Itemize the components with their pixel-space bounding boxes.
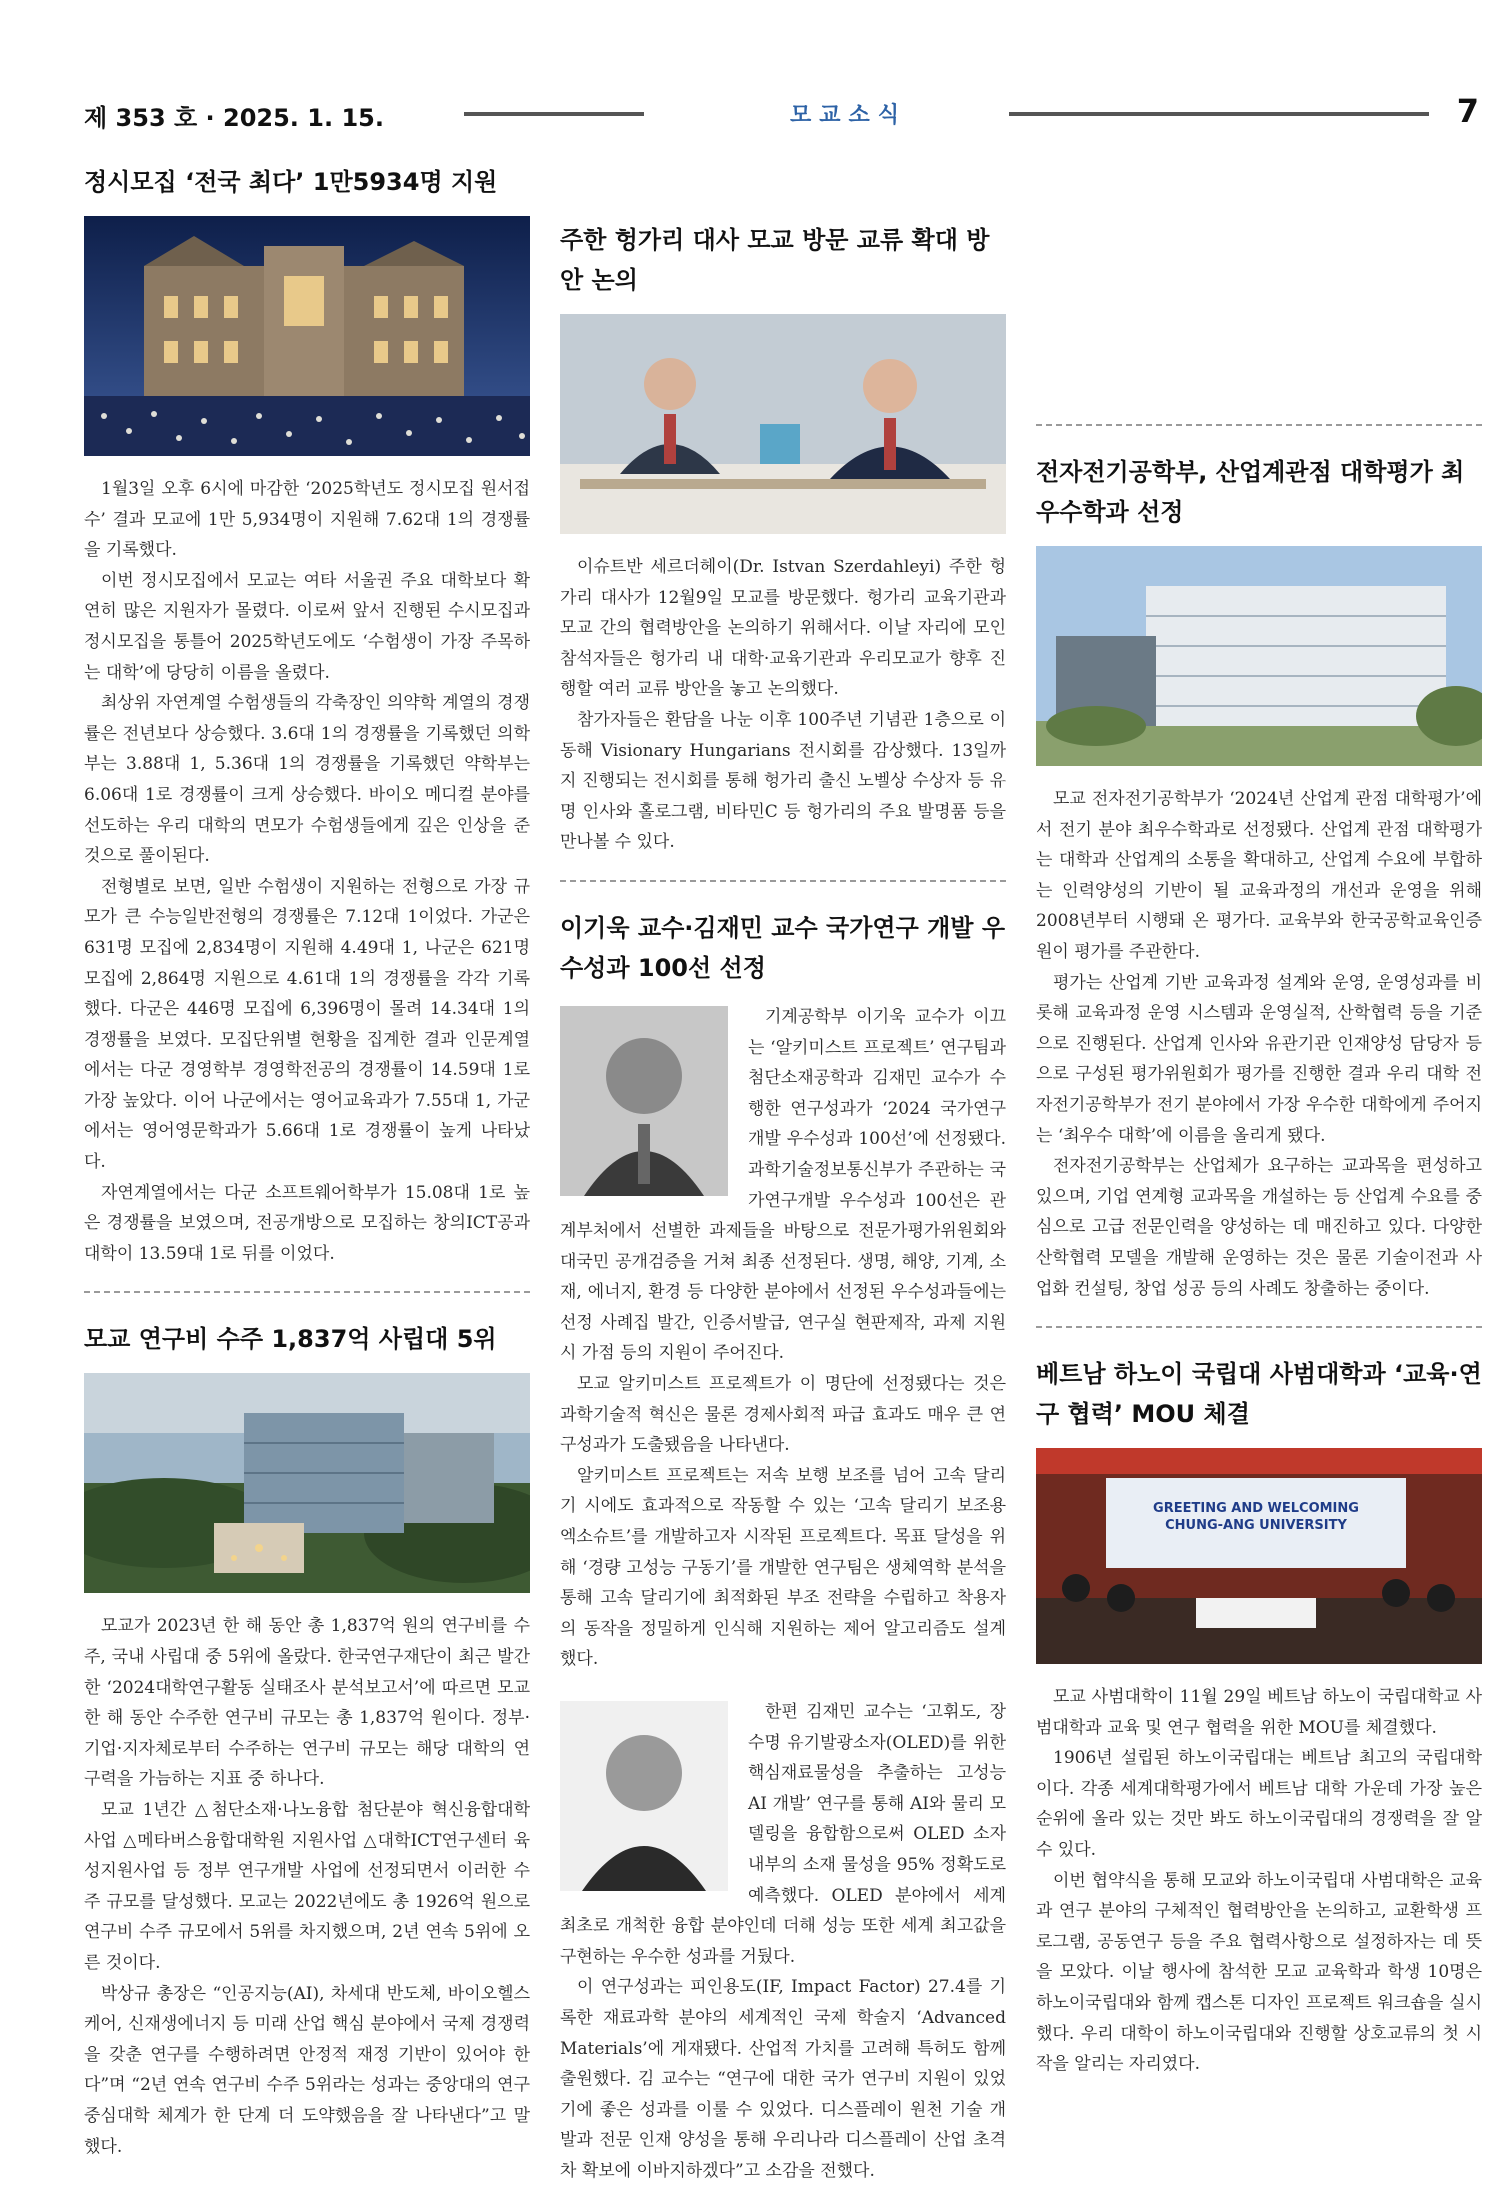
article-national-rd [560,908,1006,2187]
paragraph: 참가자들은 환담을 나눈 이후 100주년 기념관 1층으로 이동해 Visionary Hungarians 전시회를 감상했다. 13일까지 진행되는 전시회를 통해 헝가리 출신 노벨상 수상자 등 유명 인사와 홀로그램, 비타민C 등 헝가리의 주요 발명품 등을 만나볼 수 있다. [560,709,1006,853]
banner-text: GREETING AND WELCOMING CHUNG-ANG UNIVERSITY [1153,1501,1359,1534]
headline-national-rd: 이기욱 교수·김재민 교수 국가연구 개발 우수성과 100선 선정 [560,913,1006,982]
article-electrical [1036,162,1482,1304]
paragraph: 자연계열에서는 다군 소프트웨어학부가 15.08대 1로 높은 경쟁률을 보였으며, 전공개방으로 모집하는 창의ICT공과대학이 13.59대 1로 뒤를 이었다. [84,1182,530,1264]
paragraph: 모교 전자전기공학부가 ‘2024년 산업계 관점 대학평가’에서 전기 분야 최우수학과로 선정됐다. 산업계 관점 대학평가는 대학과 산업계의 소통을 확대하고, 산업계 수요에 부합하는 인력양성의 기반이 될 교육과정의 개선과 운영을 위해 2008년부터 시행돼 온 평가다. 교육부와 한국공학교육인증원이 평가를 주관한다. [1036,789,1482,962]
headline-vietnam: 베트남 하노이 국립대 사범대학과 ‘교육·연구 협력’ MOU 체결 [1036,1360,1482,1429]
photo-campus-night [84,216,530,456]
article-research-funding [84,1319,530,2162]
photo-mou-ceremony [1036,1448,1482,1664]
column-2 [560,162,1006,2187]
column-3 [1036,162,1482,2080]
article-hungary [560,162,1006,858]
headline-electrical: 전자전기공학부, 산업계관점 대학평가 최우수학과 선정 [1036,458,1465,526]
paragraph: 최상위 자연계열 수험생들의 각축장인 의약학 계열의 경쟁률은 전년보다 상승했다. 3.6대 1의 경쟁률을 기록했던 의학부는 3.88대 1, 5.36대 1의 경쟁률을 기록했던 약학부는 6.06대 1로 경쟁률이 크게 상승했다. 바이오 메디컬 분야를 선도하는 우리 대학의 면모가 수험생들에게 깊은 인상을 준 것으로 풀이된다. [84,693,530,867]
article-vietnam [1036,1354,1482,2080]
photo-campus-aerial [84,1373,530,1593]
paragraph: 이슈트반 세르더헤이(Dr. Istvan Szerdahleyi) 주한 헝가리 대사가 12월9일 모교를 방문했다. 헝가리 교육기관과 모교 간의 협력방안을 논의하기 위해서다. 이날 자리에 모인 참석자들은 헝가리 내 대학·교육기관과 우리모교가 향후 진행할 여러 교류 방안을 놓고 논의했다. [560,557,1006,700]
photo-ambassador-meeting [560,314,1006,534]
section-title: 모교소식 [790,103,908,128]
headline-admissions: 정시모집 ‘전국 최다’ 1만5934명 지원 [84,168,498,196]
column-1 [84,162,530,2162]
photo-engineering-building [1036,546,1482,766]
photo-professor-lee [560,1006,728,1196]
paragraph: 모교 사범대학이 11월 29일 베트남 하노이 국립대학교 사범대학과 교육 및 연구 협력을 위한 MOU를 체결했다. [1036,1687,1482,1738]
article-admissions [84,162,530,1269]
paragraph: 모교가 2023년 한 해 동안 총 1,837억 원의 연구비를 수주, 국내 사립대 중 5위에 올랐다. 한국연구재단이 최근 발간한 ‘2024대학연구활동 실태조사 분석보고서’에 따르면 모교 한 해 동안 수주한 연구비 규모는 총 1,837억 원이다. 정부·기업·지자체로부터 수주하는 연구비 규모는 해당 대학의 연구력을 가늠하는 지표 중 하나다. [84,1616,530,1790]
paragraph: 1월3일 오후 6시에 마감한 ‘2025학년도 정시모집 원서접수’ 결과 모교에 1만 5,934명이 지원해 7.62대 1의 경쟁률을 기록했다. [84,479,530,561]
paragraph: 전자전기공학부는 산업체가 요구하는 교과목을 편성하고 있으며, 기업 연계형 교과목을 개설하는 등 산업계 수요를 중심으로 고급 전문인력을 양성하는 데 매진하고 있다. 다양한 산학협력 모델을 개발해 운영하는 것은 물론 기술이전과 사업화 컨설팅, 창업 성공 등의 사례도 창출하는 중이다. [1036,1156,1482,1299]
photo-professor-kim [560,1701,728,1891]
headline-research-funding: 모교 연구비 수주 1,837억 사립대 5위 [84,1325,497,1354]
paragraph: 이 연구성과는 피인용도(IF, Impact Factor) 27.4를 기록한 재료과학 분야의 세계적인 국제 학술지 ‘Advanced Materials’에 게재됐다. 산업적 가치를 고려해 특허도 함께 출원했다. 김 교수는 “연구에 대한 국가 연구비 지원이 있었기에 좋은 성과를 이룰 수 있었다. 디스플레이 원천 기술 개발과 전문 인재 양성을 통해 우리나라 디스플레이 산업 초격차 확보에 이바지하겠다”고 소감을 전했다. [560,1977,1006,2181]
paragraph: 평가는 산업계 기반 교육과정 설계와 운영, 운영성과를 비롯해 교육과정 운영 시스템과 운영실적, 산학협력 등을 기준으로 진행된다. 산업계 인사와 유관기관 인재양성 담당자 등으로 구성된 평가위원회가 평가를 진행한 결과 우리 대학 전자전기공학부가 전기 분야에서 가장 우수한 대학에게 주어지는 ‘최우수 대학’에 이름을 올리게 됐다. [1036,972,1482,1146]
paragraph: 이번 정시모집에서 모교는 여타 서울권 주요 대학보다 확연히 많은 지원자가 몰렸다. 이로써 앞서 진행된 수시모집과 정시모집을 통틀어 2025학년도에도 ‘수험생이 가장 주목하는 대학’에 당당히 이름을 올렸다. [84,570,530,683]
paragraph: 전형별로 보면, 일반 수험생이 지원하는 전형으로 가장 규모가 큰 수능일반전형의 경쟁률은 7.12대 1이었다. 가군은 631명 모집에 2,834명이 지원해 4.49대 1, 나군은 621명 모집에 2,864명 지원으로 4.61대 1의 경쟁률을 각각 기록했다. 다군은 446명 모집에 6,396명이 몰려 14.34대 1의 경쟁률을 보였다. 모집단위별 현황을 집계한 결과 인문계열에서는 다군 경영학부 경영학전공의 경쟁률이 14.59대 1로 가장 높았다. 이어 나군에서는 영어교육과가 7.55대 1, 가군에서는 영어영문학과가 5.66대 1로 경쟁률이 높게 나타났다. [84,876,530,1173]
article-separator [1036,1326,1482,1328]
page-header [84,92,1479,138]
paragraph: 한편 김재민 교수는 ‘고휘도, 장수명 유기발광소자(OLED)를 위한 핵심재료물성을 추출하는 고성능 AI 개발’ 연구를 통해 AI와 물리 모델링을 융합함으로써 OLED 소자 내부의 소재 물성을 95% 정확도로 예측했다. OLED 분야에서 세계 최초로 개척한 융합 분야인데 더해 성능 또한 세계 최고값을 구현하는 우수한 성과를 거뒀다. [560,1702,1006,1967]
paragraph: 알키미스트 프로젝트는 저속 보행 보조를 넘어 고속 달리기 시에도 효과적으로 작동할 수 있는 ‘고속 달리기 보조용 엑소슈트’를 개발하고자 시작된 프로젝트다. 목표 달성을 위해 ‘경량 고성능 구동기’를 개발한 연구팀은 생체역학 분석을 통해 고속 달리기에 최적화된 부조 전략을 수립하고 착용자의 동작을 정밀하게 인식해 지원하는 제어 알고리즘도 설계했다. [560,1465,1006,1670]
article-separator [560,880,1006,882]
paragraph: 모교 1년간 △첨단소재·나노융합 첨단분야 혁신융합대학 사업 △메타버스융합대학원 지원사업 △대학ICT연구센터 육성지원사업 등 정부 연구개발 사업에 선정되면서 이러한 수주 규모를 달성했다. 모교는 2022년에도 총 1926억 원으로 연구비 수주 규모에서 5위를 차지했으며, 2년 연속 5위에 오른 것이다. [84,1800,530,1973]
paragraph: 1906년 설립된 하노이국립대는 베트남 최고의 국립대학이다. 각종 세계대학평가에서 베트남 대학 가운데 가장 높은 순위에 올라 있는 것만 봐도 하노이국립대의 경쟁력을 잘 알 수 있다. [1036,1748,1482,1861]
header-rule-right [1009,112,1429,116]
paragraph: 이번 협약식을 통해 모교와 하노이국립대 사범대학은 교육과 연구 분야의 구체적인 협력방안을 논의하고, 교환학생 프로그램, 공동연구 등을 주요 협력사항으로 설정하자는 데 뜻을 모았다. 이날 행사에 참석한 모교 교육학과 학생 10명은 하노이국립대와 함께 캡스톤 디자인 프로젝트 워크숍을 실시했다. 우리 대학이 하노이국립대와 진행할 상호교류의 첫 시작을 알리는 자리였다. [1036,1870,1482,2075]
header-rule-left [464,112,644,116]
page-number: 7 [1456,92,1479,130]
article-separator [84,1291,530,1293]
headline-hungary: 주한 헝가리 대사 모교 방문 교류 확대 방안 논의 [560,226,990,294]
issue-info: 제 353 호 · 2025. 1. 15. [84,104,384,132]
paragraph: 박상규 총장은 “인공지능(AI), 차세대 반도체, 바이오헬스케어, 신재생에너지 등 미래 산업 핵심 분야에서 국제 경쟁력을 갖춘 연구를 수행하려면 안정적 재정 기반이 있어야 한다”며 “2년 연속 연구비 수주 5위라는 성과는 중앙대의 연구 중심대학 체계가 한 단계 더 도약했음을 잘 나타낸다”고 말했다. [84,1983,530,2157]
paragraph: 기계공학부 이기욱 교수가 이끄는 ‘알키미스트 프로젝트’ 연구팀과 첨단소재공학과 김재민 교수가 수행한 연구성과가 ‘2024 국가연구개발 우수성과 100선’에 선정됐다. 과학기술정보통신부가 주관하는 국가연구개발 우수성과 100선은 관계부처에서 선별한 과제들을 바탕으로 전문가평가위원회와 대국민 공개검증을 거쳐 최종 선정된다. 생명, 해양, 기계, 소재, 에너지, 환경 등 다양한 분야에서 선정된 우수성과들에는 선정 사례집 발간, 인증서발급, 연구실 현판제작, 과제 지원 시 가점 등의 지원이 주어진다. [560,1006,1006,1364]
article-separator [1036,424,1482,426]
paragraph: 모교 알키미스트 프로젝트가 이 명단에 선정됐다는 것은 과학기술적 혁신은 물론 경제사회적 파급 효과도 매우 큰 연구성과가 도출됐음을 나타낸다. [560,1374,1006,1456]
